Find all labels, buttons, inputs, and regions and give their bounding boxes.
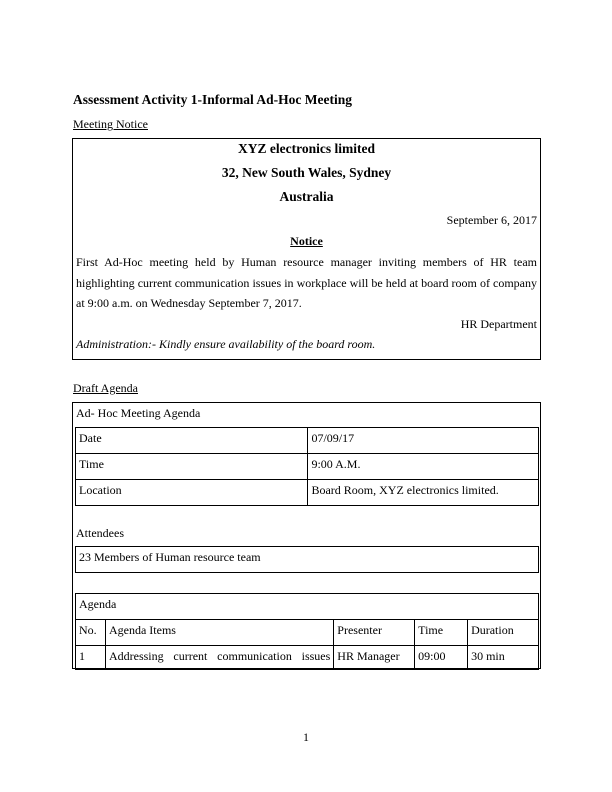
table-row — [76, 454, 539, 480]
table-row — [76, 480, 539, 506]
agenda-items-table — [75, 593, 539, 670]
company-name: XYZ electronics limited — [238, 141, 375, 156]
agenda-box-title: Ad- Hoc Meeting Agenda — [76, 406, 201, 420]
attendees-table — [75, 546, 539, 573]
table-row — [76, 428, 539, 454]
agenda-cell-duration: 30 min — [468, 646, 539, 670]
detail-value-time: 9:00 A.M. — [308, 454, 539, 480]
company-address: 32, New South Wales, Sydney — [221, 165, 392, 180]
detail-value-location: Board Room, XYZ electronics limited. — [308, 480, 539, 506]
detail-label-location: Location — [76, 480, 308, 506]
agenda-cell-time: 09:00 — [415, 646, 468, 670]
notice-signoff: HR Department — [460, 317, 537, 331]
agenda-cell-no: 1 — [76, 646, 106, 670]
agenda-table-title: Agenda — [76, 594, 539, 620]
column-header-no: No. — [76, 620, 106, 646]
draft-agenda-label: Draft Agenda — [73, 381, 138, 395]
draft-agenda-box — [72, 402, 541, 669]
column-header-items: Agenda Items — [105, 620, 333, 646]
page-number: 1 — [303, 730, 309, 744]
admin-note: Administration:- Kindly ensure availability of the board room. — [76, 337, 376, 351]
attendees-value: 23 Members of Human resource team — [76, 547, 539, 573]
table-row — [76, 620, 539, 646]
meeting-notice-label: Meeting Notice — [73, 117, 148, 131]
detail-label-date: Date — [76, 428, 308, 454]
column-header-time: Time — [415, 620, 468, 646]
notice-date: September 6, 2017 — [446, 213, 537, 227]
detail-value-date: 07/09/17 — [308, 428, 539, 454]
notice-body: First Ad-Hoc meeting held by Human resource manager inviting members of HR team highlighting current communication issues in workplace will be held at board room of company at 9:00 a.m. on Wednesday September 7, 2017. — [76, 255, 537, 310]
table-row — [76, 547, 539, 573]
attendees-label: Attendees — [76, 526, 124, 540]
notice-heading: Notice — [290, 234, 323, 248]
agenda-cell-presenter: HR Manager — [334, 646, 415, 670]
table-row — [76, 594, 539, 620]
company-country: Australia — [279, 189, 334, 204]
agenda-cell-item: Addressing current communication issues — [105, 646, 333, 670]
column-header-presenter: Presenter — [334, 620, 415, 646]
detail-label-time: Time — [76, 454, 308, 480]
page-title: Assessment Activity 1-Informal Ad-Hoc Meeting — [73, 92, 352, 107]
meeting-notice-box — [72, 138, 541, 360]
column-header-duration: Duration — [468, 620, 539, 646]
table-row — [76, 646, 539, 670]
meeting-details-table — [75, 427, 539, 506]
